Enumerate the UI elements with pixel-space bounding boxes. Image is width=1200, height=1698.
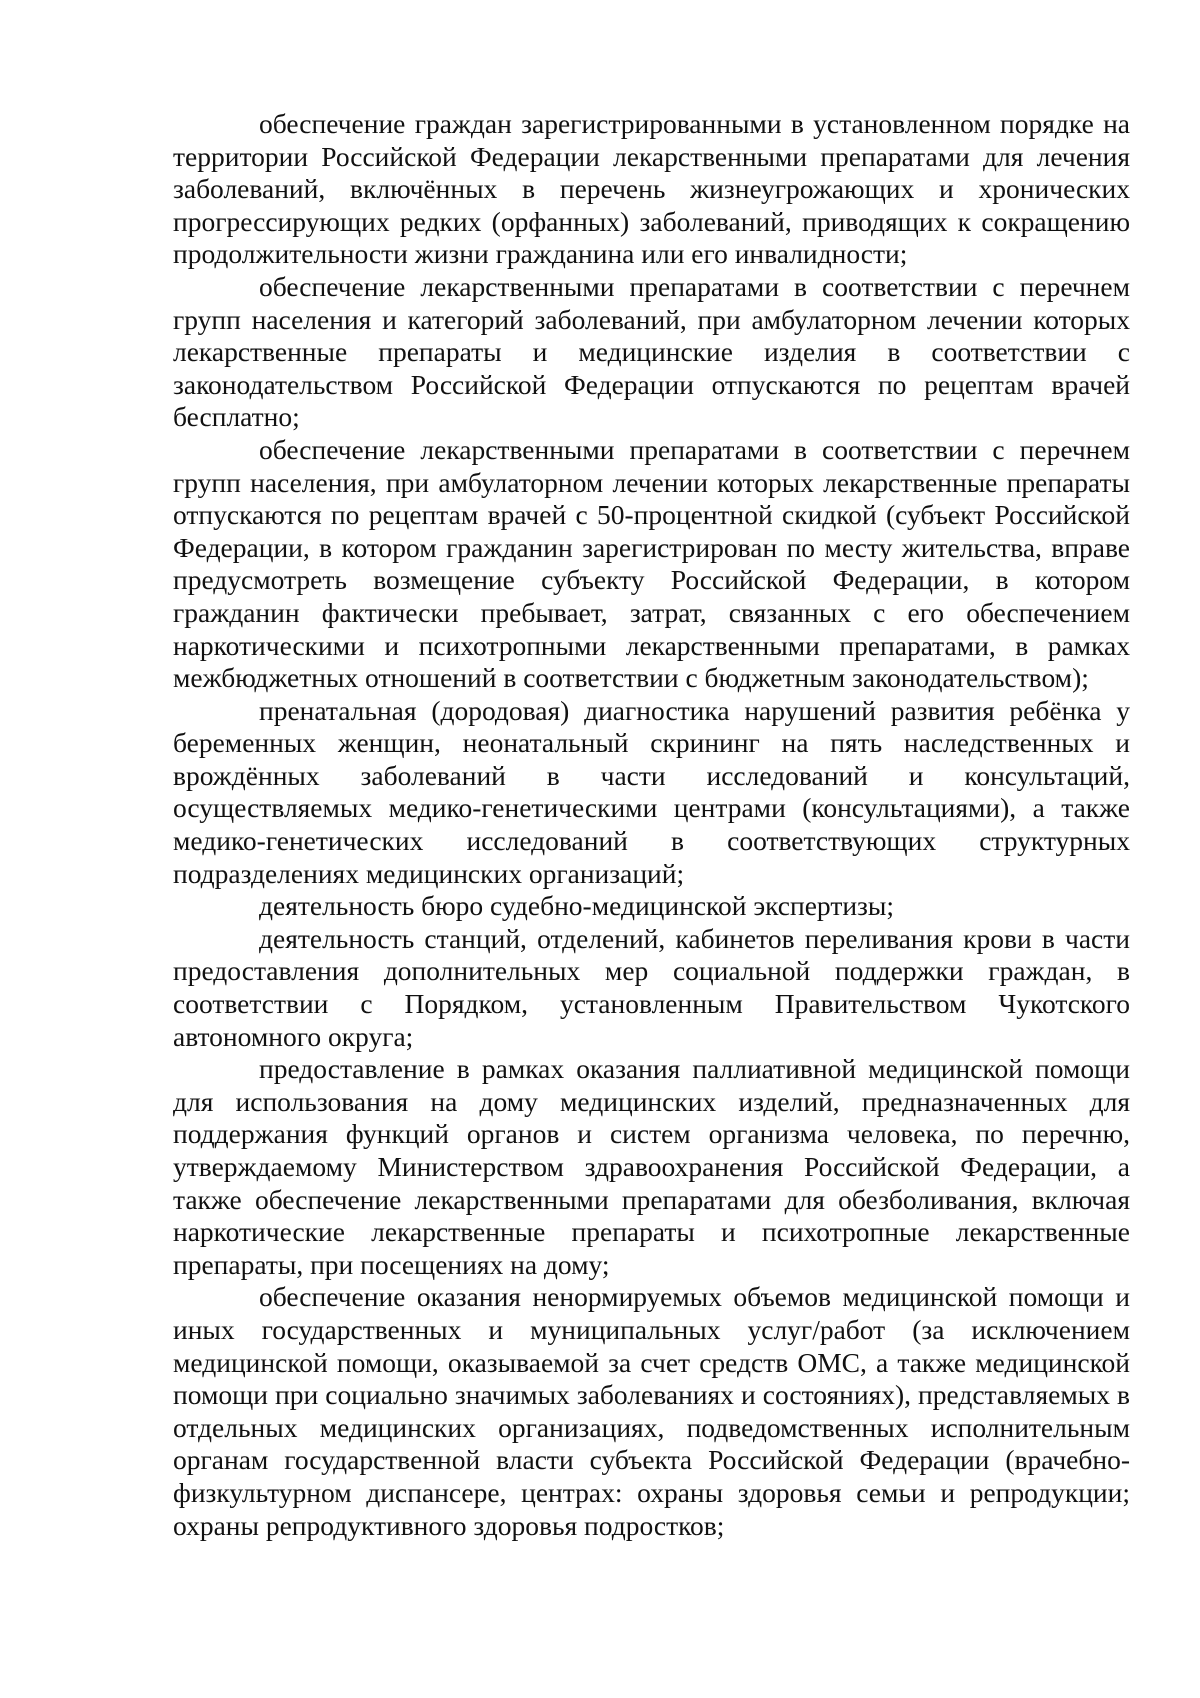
document-body xyxy=(173,108,1130,1542)
paragraph-blood-transfusion: деятельность станций, отделений, кабинетов переливания крови в части предоставления дополнительных мер социальной поддержки граждан, в соответствии с Порядком, установленным Правительством Чукотского автономного округа; xyxy=(173,922,1130,1052)
paragraph-unnormalized-care: обеспечение оказания ненормируемых объемов медицинской помощи и иных государственных и муниципальных услуг/работ (за исключением медицинской помощи, оказываемой за счет средств ОМС, а также медицинской помощи при социально значимых заболеваниях и состояниях), представляемых в отдельных медицинских организациях, подведомственных исполнительным органам государственной власти субъекта Российской Федерации (врачебно-физкультурном диспансере, центрах: охраны здоровья семьи и репродукции; охраны репродуктивного здоровья подростков; xyxy=(173,1281,1130,1541)
paragraph-prenatal-diagnostics: пренатальная (дородовая) диагностика нарушений развития ребёнка у беременных женщин, неонатальный скрининг на пять наследственных и врождённых заболеваний в части исследований и консультаций, осуществляемых медико-генетическими центрами (консультациями), а также медико-генетических исследований в соответствующих структурных подразделениях медицинских организаций; xyxy=(173,694,1130,889)
paragraph-orphan-drugs: обеспечение граждан зарегистрированными в установленном порядке на территории Российской Федерации лекарственными препаратами для лечения заболеваний, включённых в перечень жизнеугрожающих и хронических прогрессирующих редких (орфанных) заболеваний, приводящих к сокращению продолжительности жизни гражданина или его инвалидности; xyxy=(173,108,1130,270)
paragraph-free-prescriptions: обеспечение лекарственными препаратами в соответствии с перечнем групп населения и категорий заболеваний, при амбулаторном лечении которых лекарственные препараты и медицинские изделия в соответствии с законодательством Российской Федерации отпускаются по рецептам врачей бесплатно; xyxy=(173,270,1130,433)
paragraph-palliative-care: предоставление в рамках оказания паллиативной медицинской помощи для использования на дому медицинских изделий, предназначенных для поддержания функций органов и систем организма человека, по перечню, утверждаемому Министерством здравоохранения Российской Федерации, а также обеспечение лекарственными препаратами для обезболивания, включая наркотические лекарственные препараты и психотропные лекарственные препараты, при посещениях на дому; xyxy=(173,1053,1130,1280)
paragraph-forensic-bureau: деятельность бюро судебно-медицинской экспертизы; xyxy=(259,890,895,922)
paragraph-discount-prescriptions: обеспечение лекарственными препаратами в соответствии с перечнем групп населения, при амбулаторном лечении которых лекарственные препараты отпускаются по рецептам врачей с 50-процентной скидкой (субъект Российской Федерации, в котором гражданин зарегистрирован по месту жительства, вправе предусмотреть возмещение субъекту Российской Федерации, в котором гражданин фактически пребывает, затрат, связанных с его обеспечением наркотическими и психотропными лекарственными препаратами, в рамках межбюджетных отношений в соответствии с бюджетным законодательством); xyxy=(173,433,1130,694)
